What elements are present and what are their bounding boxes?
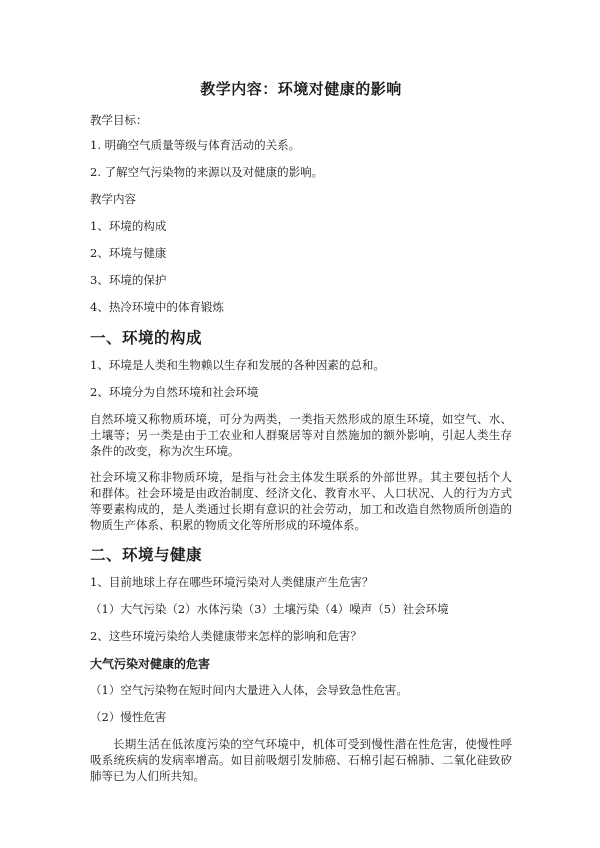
harm-item: （1）空气污染物在短时间内大量进入人体，会导致急性危害。 bbox=[90, 683, 408, 697]
document-title: 教学内容：环境对健康的影响 bbox=[200, 80, 402, 98]
content-item: 2、环境与健康 bbox=[90, 246, 167, 260]
chronic-harm-paragraph: 长期生活在低浓度污染的空气环境中，机体可受到慢性潜在性危害，使慢性呼吸系统疾病的发病率增高。如目前吸烟引发肺癌、石棉引起石棉肺、二氧化硅致矽肺等已为人们所共知。 bbox=[90, 737, 512, 783]
harm-item: （2）慢性危害 bbox=[90, 710, 167, 724]
objective-item: 1. 明确空气质量等级与体育活动的关系。 bbox=[90, 138, 301, 152]
section-point: 2、环境分为自然环境和社会环境 bbox=[90, 385, 259, 399]
social-environment-paragraph: 社会环境又称非物质环境，是指与社会主体发生联系的外部世界。其主要包括个人和群体。社会环境是由政治制度、经济文化、教育水平、人口状况、人的行为方式等要素构成的，是人类通过长期有意识的社会劳动，加工和改造自然物质所创造的物质生产体系、积累的物质文化等所形成的环境体系。 bbox=[90, 470, 512, 532]
section-heading: 二、环境与健康 bbox=[90, 545, 203, 564]
question: 2、这些环境污染给人类健康带来怎样的影响和危害？ bbox=[90, 629, 362, 643]
answer: （1）大气污染（2）水体污染（3）土壤污染（4）噪声（5）社会环境 bbox=[90, 602, 449, 616]
objective-item: 2. 了解空气污染物的来源以及对健康的影响。 bbox=[90, 165, 324, 179]
content-item: 4、热冷环境中的体育锻炼 bbox=[90, 300, 224, 314]
subheading: 大气污染对健康的危害 bbox=[90, 657, 211, 671]
section-heading: 一、环境的构成 bbox=[90, 328, 203, 347]
question: 1、目前地球上存在哪些环境污染对人类健康产生危害？ bbox=[90, 575, 374, 589]
natural-environment-paragraph: 自然环境又称物质环境，可分为两类，一类指天然形成的原生环境，如空气、水、土壤等；另一类是由于工农业和人群聚居等对自然施加的额外影响，引起人类生存条件的改变，称为次生环境。 bbox=[90, 412, 512, 458]
content-item: 1、环境的构成 bbox=[90, 219, 167, 233]
objectives-label: 教学目标： bbox=[90, 113, 148, 127]
content-item: 3、环境的保护 bbox=[90, 273, 167, 287]
content-label: 教学内容 bbox=[90, 192, 136, 206]
section-point: 1、环境是人类和生物赖以生存和发展的各种因素的总和。 bbox=[90, 358, 385, 372]
